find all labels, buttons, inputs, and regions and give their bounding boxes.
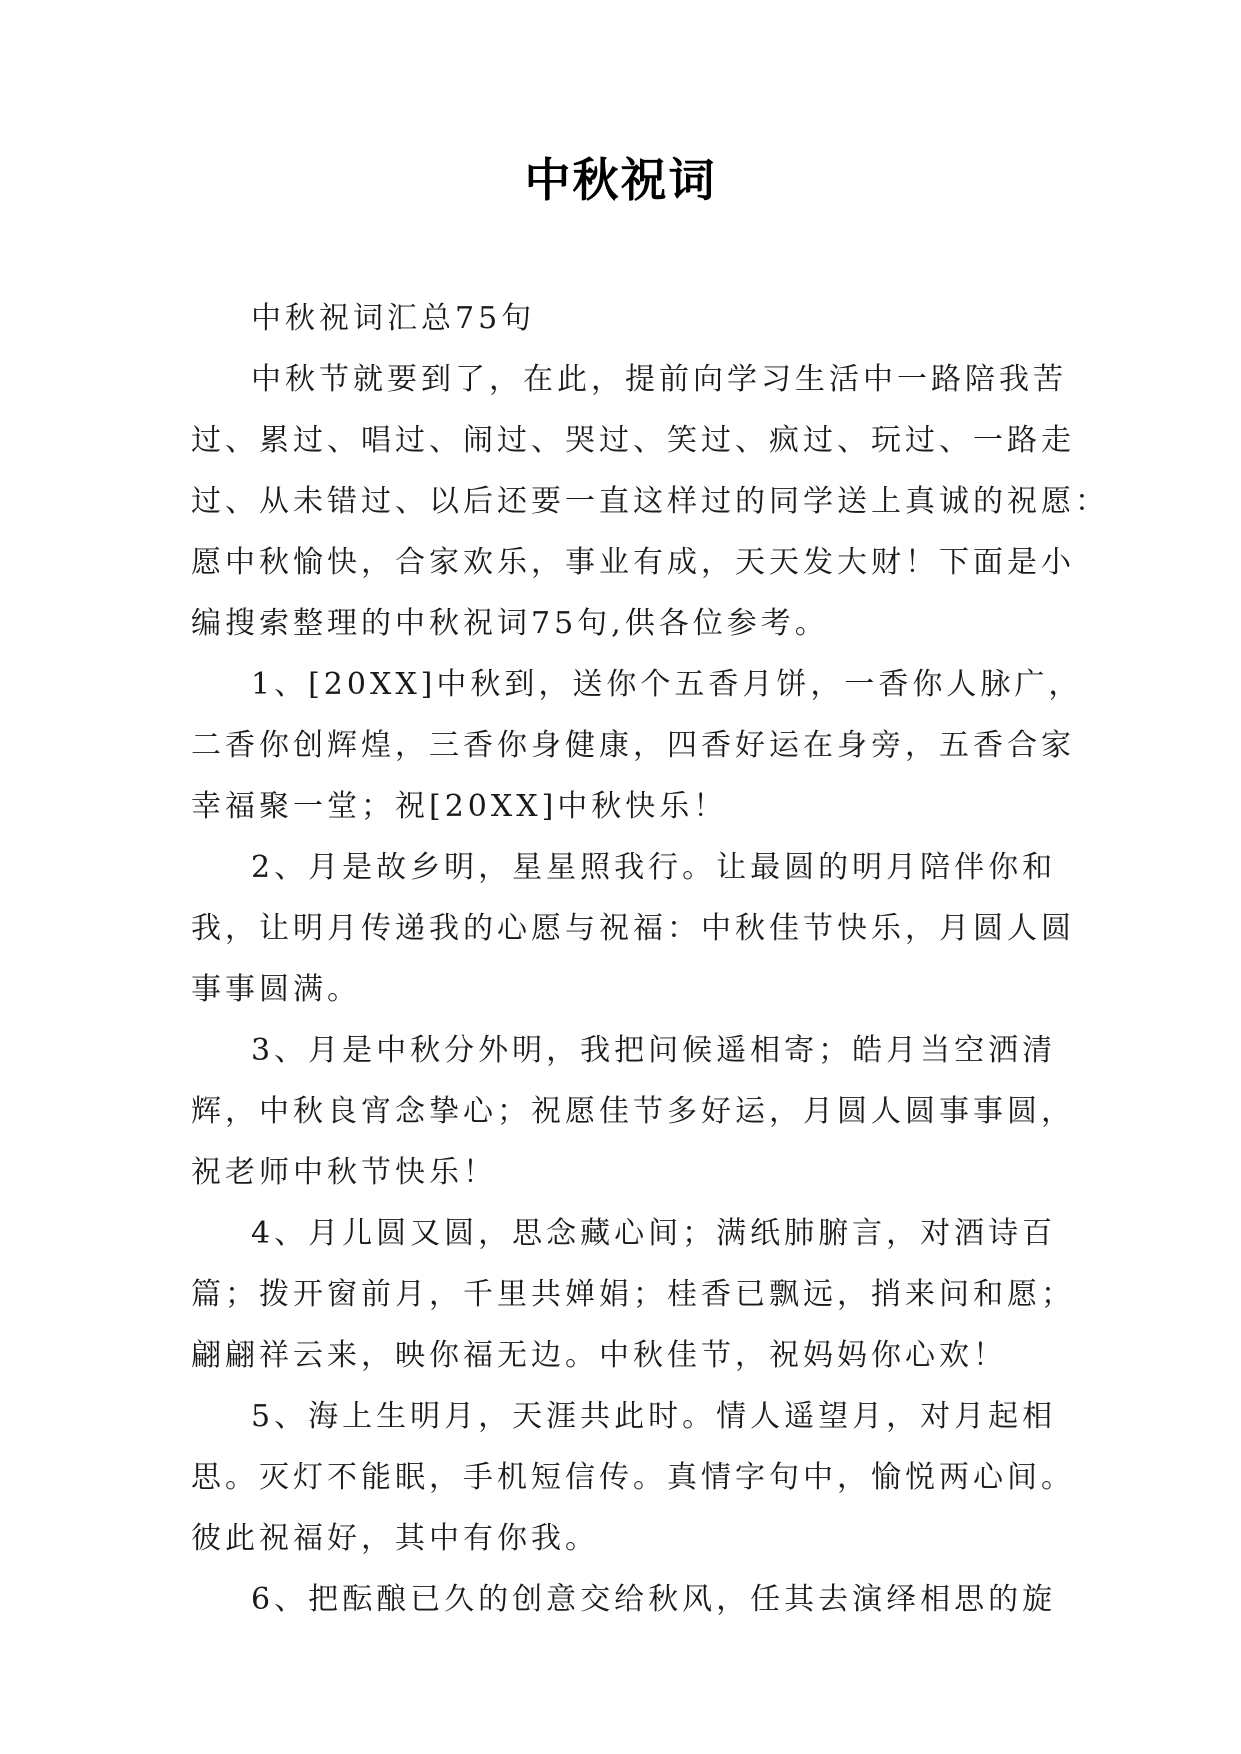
paragraph-item-1 [191, 654, 1083, 837]
text-line: 4、月儿圆又圆，思念藏心间；满纸肺腑言，对酒诗百 [251, 1216, 1057, 1251]
paragraph-item-5 [191, 1386, 1075, 1569]
text-line: 2、月是故乡明，星星照我行。让最圆的明月陪伴你和 [251, 850, 1057, 885]
text-line: 5、海上生明月，天涯共此时。情人遥望月，对月起相 [251, 1399, 1057, 1434]
paragraph-intro-title [191, 288, 1049, 349]
text-line: 幸福聚一堂；祝[20XX]中秋快乐！ [191, 789, 728, 824]
text-line: 我，让明月传递我的心愿与祝福：中秋佳节快乐，月圆人圆 [191, 911, 1075, 946]
text-line: 编搜索整理的中秋祝词75句,供各位参考。 [191, 606, 829, 641]
text-line: 愿中秋愉快，合家欢乐，事业有成，天天发大财！下面是小 [191, 545, 1075, 580]
paragraph-item-3 [191, 1020, 1075, 1203]
text-line: 祝老师中秋节快乐！ [191, 1155, 497, 1190]
document-title: 中秋祝词 [524, 153, 717, 207]
text-line: 3、月是中秋分外明，我把问候遥相寄；皓月当空洒清 [251, 1033, 1057, 1068]
text-line: 彼此祝福好，其中有你我。 [191, 1521, 599, 1556]
text-line: 翩翩祥云来，映你福无边。中秋佳节，祝妈妈你心欢！ [191, 1338, 1007, 1373]
text-line: 辉，中秋良宵念挚心；祝愿佳节多好运，月圆人圆事事圆， [191, 1094, 1075, 1129]
text-line: 1、[20XX]中秋到，送你个五香月饼，一香你人脉广， [251, 667, 1083, 702]
text-line: 中秋祝词汇总75句 [251, 301, 536, 336]
text-line: 思。灭灯不能眠，手机短信传。真情字句中，愉悦两心间。 [191, 1460, 1075, 1495]
paragraph-item-2 [191, 837, 1075, 1020]
text-line: 6、把酝酿已久的创意交给秋风，任其去演绎相思的旋 [251, 1582, 1057, 1617]
text-line: 二香你创辉煌，三香你身健康，四香好运在身旁，五香合家 [191, 728, 1075, 763]
text-line: 过、累过、唱过、闹过、哭过、笑过、疯过、玩过、一路走 [191, 423, 1075, 458]
paragraph-item-4 [191, 1203, 1075, 1386]
paragraph-intro [191, 349, 1109, 654]
document-body [191, 288, 1109, 1630]
text-line: 过、从未错过、以后还要一直这样过的同学送上真诚的祝愿： [191, 484, 1109, 519]
paragraph-item-6 [191, 1569, 1057, 1630]
text-line: 篇；拨开窗前月，千里共婵娟；桂香已飘远，捎来问和愿； [191, 1277, 1075, 1312]
text-line: 事事圆满。 [191, 972, 361, 1007]
text-line: 中秋节就要到了，在此，提前向学习生活中一路陪我苦 [251, 362, 1067, 397]
